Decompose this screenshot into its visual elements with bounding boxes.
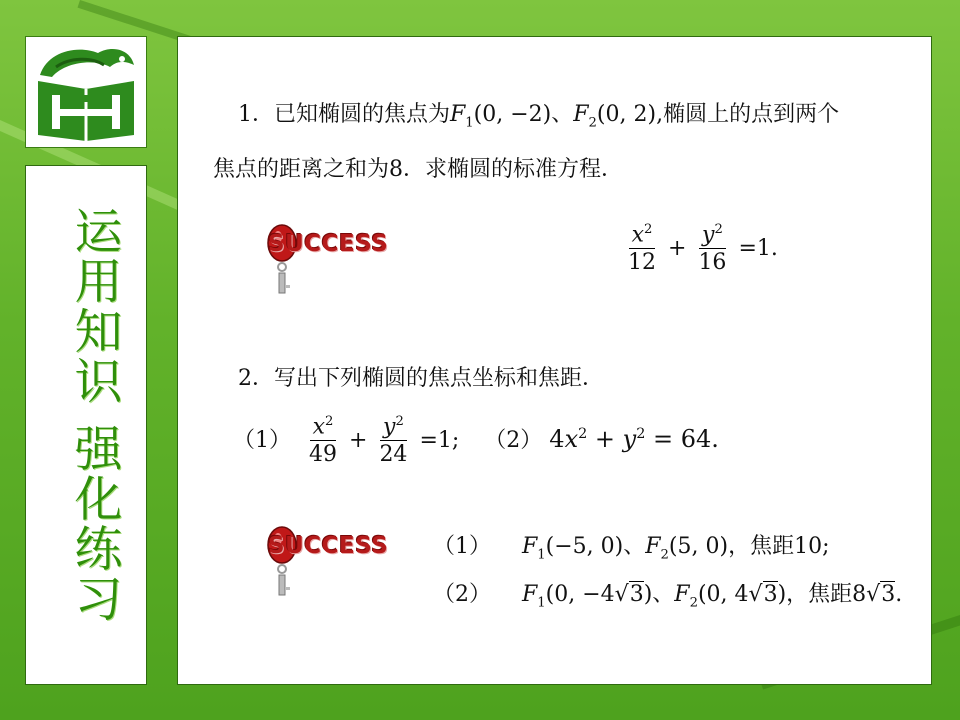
exponent: 2 <box>636 425 646 442</box>
focal-distance: ，焦距10; <box>728 534 830 559</box>
part-label: （1） <box>233 427 291 453</box>
answer-2-line-2: （2） $F_1(0$, −4√3)、$F_2(0$, 4√3)，焦距8√3. <box>433 582 903 611</box>
answer-1 <box>623 223 778 275</box>
subscript: 1 <box>537 595 546 611</box>
part-label: （2） <box>484 427 543 453</box>
dragon-book-logo <box>26 37 146 147</box>
focus-coords: (−5, 0) <box>545 534 624 559</box>
punctuation: . <box>895 582 903 607</box>
coefficient: 4 <box>549 424 565 453</box>
problem-1-line-1 <box>238 97 839 130</box>
focus-coords: ) <box>643 582 653 607</box>
fraction <box>695 223 729 275</box>
side-title: 运用知识 强化练习 <box>66 206 122 624</box>
numerator: x <box>312 414 326 440</box>
subscript: 1 <box>465 115 474 131</box>
problem-2-equations <box>233 415 719 467</box>
variable: x <box>564 424 579 453</box>
focus-coords: (0, 2) <box>596 102 657 127</box>
denominator: 12 <box>628 250 656 276</box>
subscript: 2 <box>588 115 597 131</box>
exponent: 2 <box>325 414 334 429</box>
equation-2 <box>549 425 719 453</box>
answer-2-line-1 <box>433 529 830 562</box>
focus-symbol: F <box>573 102 589 127</box>
denominator: 24 <box>379 442 408 468</box>
focus-symbol: F <box>674 582 690 607</box>
separator: 、 <box>652 582 675 607</box>
radicand: 3 <box>881 582 896 607</box>
success-label: SUCCESS <box>268 533 389 559</box>
radicand: 3 <box>763 582 778 607</box>
focus-coords: (0, 4 <box>697 582 749 607</box>
problem-1-line-2: 焦点的距离之和为8．求椭圆的标准方程． <box>213 157 623 182</box>
focal-distance: ，焦距8 <box>786 582 867 607</box>
main-content <box>177 36 932 685</box>
problem-1-text: ,椭圆上的点到两个 <box>656 102 840 127</box>
exponent: 2 <box>644 222 653 237</box>
numerator: y <box>383 414 396 440</box>
exponent: 2 <box>714 222 723 237</box>
equation-rhs: =1; <box>419 427 460 453</box>
separator: 、 <box>551 102 574 127</box>
equation-rhs: = 64. <box>645 424 719 453</box>
problem-2-text: 2．写出下列椭圆的焦点坐标和焦距． <box>238 366 604 391</box>
success-badge <box>266 223 416 303</box>
side-panel <box>25 165 147 685</box>
radicand: 3 <box>629 582 644 607</box>
equation-rhs: =1. <box>738 235 778 261</box>
part-label: （1） <box>433 534 491 559</box>
fraction <box>376 415 410 467</box>
logo <box>25 36 147 148</box>
denominator: 16 <box>698 250 727 276</box>
numerator: x <box>631 222 645 248</box>
exponent: 2 <box>395 414 404 429</box>
subscript: 2 <box>660 547 669 563</box>
denominator: 49 <box>309 442 337 468</box>
focus-coords: (0, −2) <box>473 102 552 127</box>
plus-sign: + <box>349 427 368 453</box>
plus-sign: + <box>587 424 623 453</box>
success-label: SUCCESS <box>268 231 389 257</box>
focus-symbol: F <box>522 534 538 559</box>
exponent: 2 <box>578 425 588 442</box>
focus-symbol: F <box>450 102 466 127</box>
fraction <box>306 415 340 467</box>
problem-1-text: 1．已知椭圆的焦点为 <box>238 102 450 127</box>
subscript: 1 <box>537 547 546 563</box>
success-badge <box>266 525 416 605</box>
fraction <box>625 223 659 275</box>
part-label: （2） <box>433 582 491 607</box>
plus-sign: + <box>668 235 687 261</box>
focus-coords: (0, −4 <box>545 582 615 607</box>
focus-symbol: F <box>522 582 538 607</box>
focus-coords: ) <box>777 582 787 607</box>
variable: y <box>622 424 637 453</box>
separator: 、 <box>623 534 646 559</box>
focus-coords: (5, 0) <box>668 534 729 559</box>
subscript: 2 <box>689 595 698 611</box>
numerator: y <box>702 222 715 248</box>
focus-symbol: F <box>645 534 661 559</box>
